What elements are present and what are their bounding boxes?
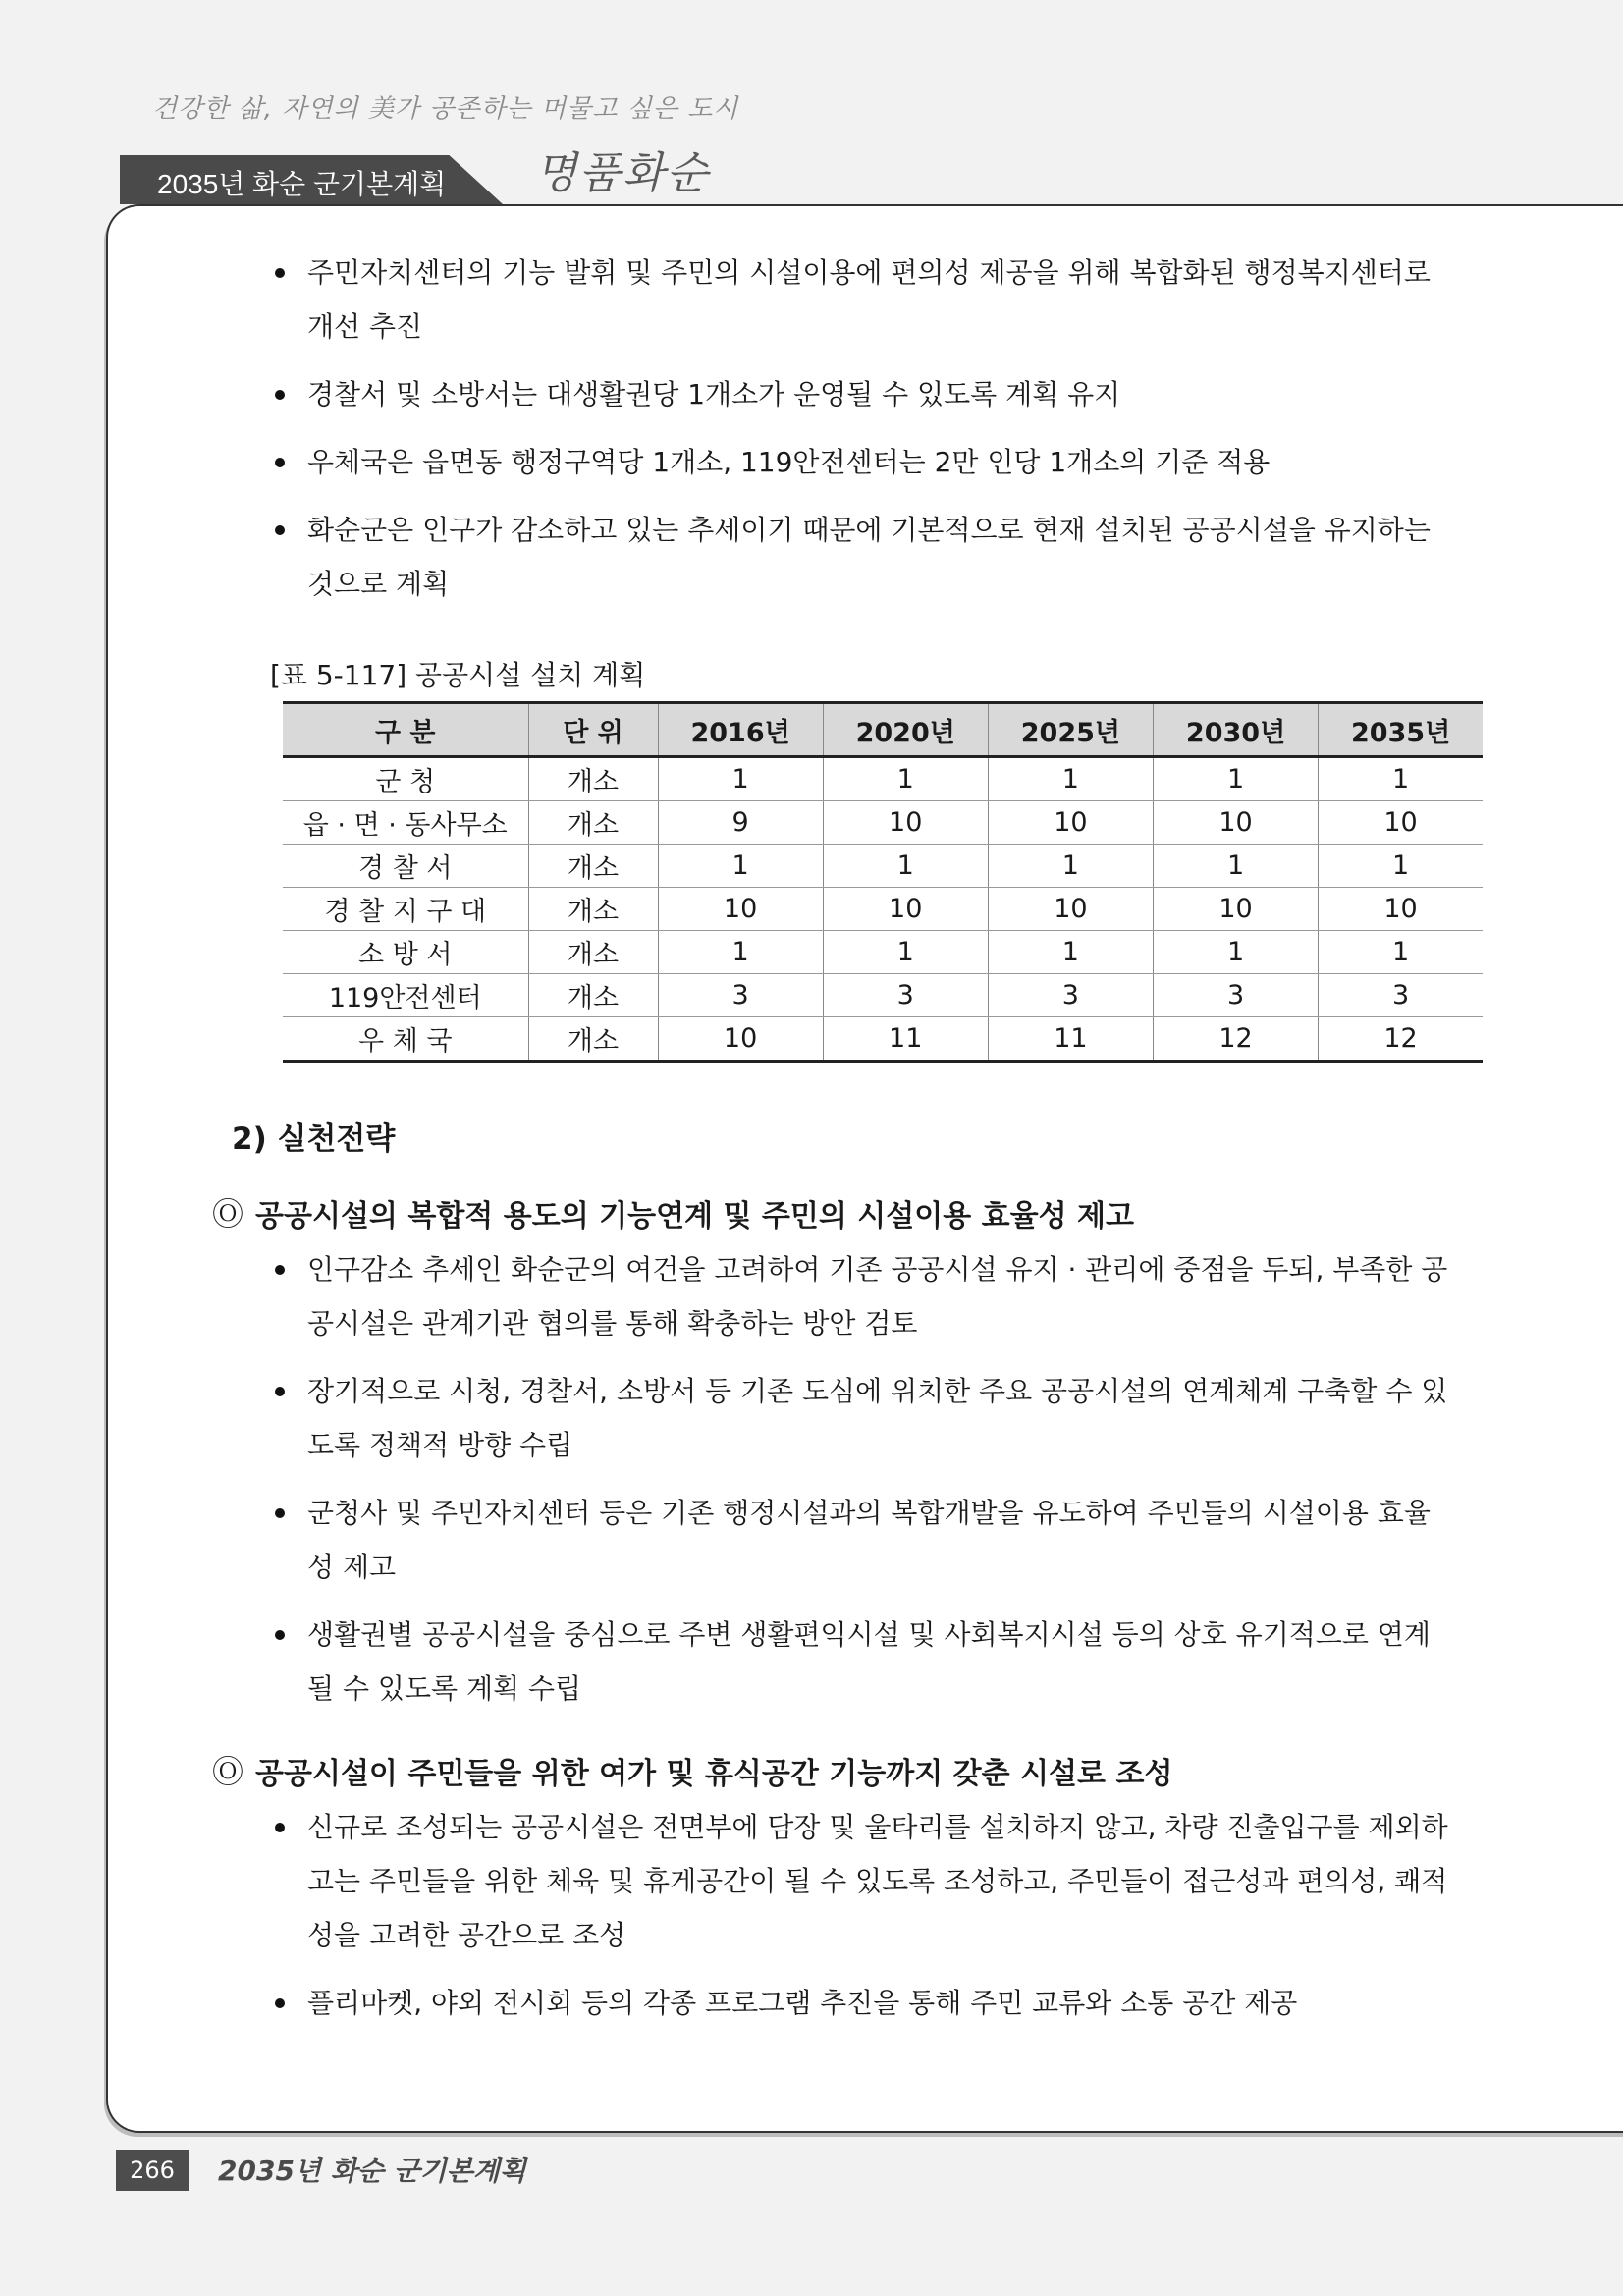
list-item	[275, 246, 1453, 354]
list-item	[275, 1976, 1453, 2030]
table-cell: 1	[658, 757, 823, 801]
table-cell: 119안전센터	[283, 974, 528, 1017]
table-row	[283, 931, 1483, 974]
table-cell: 1	[988, 931, 1153, 974]
table-caption: [표 5-117] 공공시설 설치 계획	[270, 659, 646, 691]
table-cell: 1	[823, 757, 988, 801]
table-row	[283, 845, 1483, 888]
table-cell: 10	[1319, 801, 1483, 845]
table-cell: 1	[1319, 757, 1483, 801]
bullet-icon	[275, 1630, 285, 1640]
table-cell: 10	[1319, 888, 1483, 931]
table-cell: 개소	[528, 845, 658, 888]
table-cell: 우 체 국	[283, 1017, 528, 1062]
bullet-icon	[275, 1265, 285, 1275]
bullet-icon	[275, 525, 285, 535]
list-item	[275, 1486, 1453, 1594]
bullet-icon	[275, 1387, 285, 1396]
list-item	[275, 1608, 1453, 1716]
circle-mark-icon: Ⓞ	[212, 1753, 244, 1790]
table-cell: 9	[658, 801, 823, 845]
table-cell: 1	[1319, 931, 1483, 974]
bullet-text: 우체국은 읍면동 행정구역당 1개소, 119안전센터는 2만 인당 1개소의 기준 적용	[307, 446, 1271, 478]
bullet-icon	[275, 458, 285, 467]
bullet-text: 신규로 조성되는 공공시설은 전면부에 담장 및 울타리를 설치하지 않고, 차량 진출입구를 제외하고는 주민들을 위한 체육 및 휴게공간이 될 수 있도록 조성하고, 주민들이 접근성과 편의성, 쾌적성을 고려한 공간으로 조성	[307, 1811, 1448, 1951]
table-header-cell: 2035년	[1319, 703, 1483, 757]
bullet-text: 주민자치센터의 기능 발휘 및 주민의 시설이용에 편의성 제공을 위해 복합화된 행정복지센터로 개선 추진	[307, 256, 1431, 343]
table-row	[283, 1017, 1483, 1062]
table-cell: 10	[1153, 888, 1318, 931]
table-cell: 10	[823, 801, 988, 845]
strategy-heading	[212, 1749, 1453, 1792]
table-cell: 10	[1153, 801, 1318, 845]
bullet-text: 플리마켓, 야외 전시회 등의 각종 프로그램 추진을 통해 주민 교류와 소통 공간 제공	[307, 1987, 1298, 2019]
table-cell: 12	[1153, 1017, 1318, 1062]
table-header-cell: 2016년	[658, 703, 823, 757]
list-item	[275, 1242, 1453, 1350]
table-cell: 개소	[528, 974, 658, 1017]
table-cell: 3	[658, 974, 823, 1017]
table-cell: 개소	[528, 757, 658, 801]
bullet-text: 장기적으로 시청, 경찰서, 소방서 등 기존 도심에 위치한 주요 공공시설의 연계체계 구축할 수 있도록 정책적 방향 수립	[307, 1375, 1448, 1461]
table-header-row	[283, 703, 1483, 757]
bullet-icon	[275, 1823, 285, 1832]
list-item	[275, 435, 1453, 489]
facilities-table	[283, 701, 1483, 1063]
bullet-text: 경찰서 및 소방서는 대생활권당 1개소가 운영될 수 있도록 계획 유지	[307, 378, 1121, 410]
table-header-cell: 단 위	[528, 703, 658, 757]
list-item	[275, 367, 1453, 421]
table-cell: 개소	[528, 1017, 658, 1062]
footer-title: 2035년 화순 군기본계획	[218, 2155, 526, 2187]
table-header-cell: 2020년	[823, 703, 988, 757]
table-cell: 개소	[528, 801, 658, 845]
bullet-text: 인구감소 추세인 화순군의 여건을 고려하여 기존 공공시설 유지 · 관리에 중점을 두되, 부족한 공공시설은 관계기관 협의를 통해 확충하는 방안 검토	[307, 1253, 1448, 1339]
table-cell: 1	[988, 845, 1153, 888]
table-header-cell: 구 분	[283, 703, 528, 757]
table-cell: 1	[1153, 845, 1318, 888]
table-cell: 읍 · 면 · 동사무소	[283, 801, 528, 845]
list-item	[275, 503, 1453, 611]
table-cell: 3	[1153, 974, 1318, 1017]
table-cell: 1	[1153, 757, 1318, 801]
page-number: 266	[116, 2150, 189, 2191]
table-cell: 개소	[528, 931, 658, 974]
brand-logo: 명품화순	[535, 148, 711, 198]
table-cell: 3	[988, 974, 1153, 1017]
table-cell: 군 청	[283, 757, 528, 801]
bullet-text: 생활권별 공공시설을 중심으로 주변 생활편익시설 및 사회복지시설 등의 상호 유기적으로 연계될 수 있도록 계획 수립	[307, 1618, 1431, 1705]
table-cell: 11	[988, 1017, 1153, 1062]
table-row	[283, 888, 1483, 931]
list-item	[275, 1800, 1453, 1962]
header-doc-title: 2035년 화순 군기본계획	[157, 169, 447, 199]
table-cell: 10	[823, 888, 988, 931]
table-cell: 1	[658, 845, 823, 888]
table-cell: 소 방 서	[283, 931, 528, 974]
table-cell: 10	[988, 801, 1153, 845]
table-cell: 경 찰 지 구 대	[283, 888, 528, 931]
bullet-text: 화순군은 인구가 감소하고 있는 추세이기 때문에 기본적으로 현재 설치된 공공시설을 유지하는 것으로 계획	[307, 514, 1431, 600]
circle-mark-icon: Ⓞ	[212, 1195, 244, 1232]
bullet-icon	[275, 1998, 285, 2008]
list-item	[275, 1364, 1453, 1472]
bullet-icon	[275, 268, 285, 278]
table-cell: 3	[823, 974, 988, 1017]
table-row	[283, 974, 1483, 1017]
bullet-icon	[275, 1508, 285, 1518]
table-row	[283, 801, 1483, 845]
table-cell: 10	[658, 1017, 823, 1062]
section-heading: 2) 실천전략	[232, 1121, 396, 1157]
table-header-cell: 2025년	[988, 703, 1153, 757]
table-cell: 11	[823, 1017, 988, 1062]
main-content	[212, 246, 1453, 2044]
header-slogan: 건강한 삶, 자연의 美가 공존하는 머물고 싶은 도시	[152, 94, 739, 124]
table-cell: 개소	[528, 888, 658, 931]
table-header-cell: 2030년	[1153, 703, 1318, 757]
table-cell: 3	[1319, 974, 1483, 1017]
table-cell: 1	[823, 845, 988, 888]
table-cell: 12	[1319, 1017, 1483, 1062]
table-cell: 경 찰 서	[283, 845, 528, 888]
table-cell: 1	[1153, 931, 1318, 974]
table-cell: 1	[1319, 845, 1483, 888]
strategy-title: 공공시설이 주민들을 위한 여가 및 휴식공간 기능까지 갖춘 시설로 조성	[255, 1757, 1173, 1791]
table-cell: 1	[823, 931, 988, 974]
table-cell: 10	[658, 888, 823, 931]
bullet-text: 군청사 및 주민자치센터 등은 기존 행정시설과의 복합개발을 유도하여 주민들의 시설이용 효율성 제고	[307, 1497, 1431, 1583]
bullet-icon	[275, 390, 285, 400]
table-row	[283, 757, 1483, 801]
strategy-heading	[212, 1191, 1453, 1234]
table-cell: 1	[658, 931, 823, 974]
table-cell: 1	[988, 757, 1153, 801]
table-cell: 10	[988, 888, 1153, 931]
strategy-title: 공공시설의 복합적 용도의 기능연계 및 주민의 시설이용 효율성 제고	[255, 1199, 1134, 1233]
